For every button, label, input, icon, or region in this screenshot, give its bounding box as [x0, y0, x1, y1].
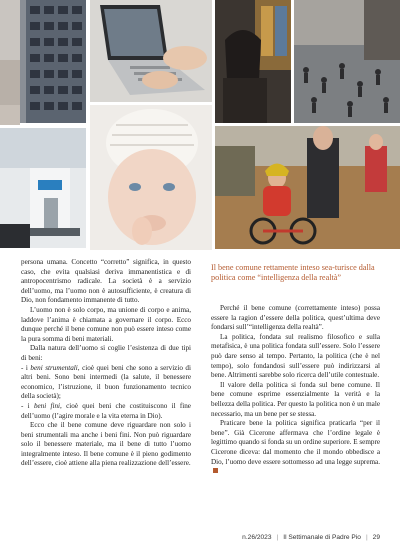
- pull-quote: Il bene comune rettamente inteso sea-turisce dalla politica come “intelligenza della realtà”: [211, 263, 375, 283]
- page-footer: [242, 534, 380, 541]
- paragraph: La politica, fondata sul realismo filosofico e sulla metafisica, è una politica fondata sull’essere. Solo l’essere può dare senso al tempo. Pertanto, la politica (che è nel tempo), solo fondandosi sull’essere può indirizzarsi al bene. Altrimenti sarebbe solo ricerca dell’utile contestuale.: [211, 332, 380, 380]
- list-item-fini: - i beni fini, cioè quei beni che costituiscono il fine dell’uomo (l’agire morale e la vita eterna in Dio).: [21, 401, 191, 420]
- photo-laptop-typing: [90, 0, 212, 102]
- paragraph-last: Praticare bene la politica significa praticarla “per il bene”. Già Cicerone affermava che l’ordine legale è legittimo quando si fonda su un ordine superiore. E sempre Cicerone diceva: dal momento che il mondo obbedisce a Dio, l’uomo deve essere sottomesso ad una legge suprema.: [211, 419, 380, 477]
- article-column-left: [21, 258, 191, 469]
- photo-child-bicycle: [215, 126, 400, 249]
- paragraph: Il valore della politica si fonda sul bene comune. Il bene comune esprime essenzialmente la verità e la bellezza della politica. Per questo la politica non è un male necessario, ma un bene per se stessa.: [211, 380, 380, 418]
- paragraph: Dalla natura dell’uomo si coglie l’esistenza di due tipi di beni:: [21, 344, 191, 362]
- photo-person-edge: [0, 105, 20, 125]
- page-number: 29: [372, 534, 380, 541]
- footer-separator: |: [365, 534, 368, 541]
- end-of-article-icon: [213, 468, 218, 473]
- photo-city-crowd: [294, 0, 400, 123]
- photo-microscope-lab: [0, 128, 86, 248]
- paragraph: persona umana. Concetto “corretto” significa, in questo caso, che evita qualsiasi deriva immanentistica e di antropocentrismo radicale. La società è a servizio dell’uomo, ma l’uomo non è autosufficiente, è creatura di Dio, non fondamento immanente di tutto.: [21, 258, 191, 305]
- article-column-right: [211, 304, 380, 477]
- magazine-name: Il Settimanale di Padre Pio: [283, 534, 361, 541]
- list-item-strumentali: - i beni strumentali, cioè quei beni che sono a servizio di altri beni. Sono beni intermedi (la salute, il benessere economico, l’istruzione, il buon funzionamento tecnico della società);: [21, 363, 191, 401]
- photo-baby: [90, 105, 212, 250]
- paragraph: Ecco che il bene comune deve riguardare non solo i beni strumentali ma anche i beni fini. Non può riguardare solo il benessere materiale, ma il bene di tutto l’uomo integralmente inteso. Il bene comune è il pieno godimento dell’essere, cioè attiene alla piena realizzazione dell’essere.: [21, 421, 191, 468]
- paragraph: L’uomo non è solo corpo, ma unione di corpo e anima, laddove l’anima è chiamata a governare il corpo. Ecco dunque perché il bene comune non può essere inteso come la pura somma di beni materiali.: [21, 305, 191, 343]
- photo-woman-church: [215, 0, 291, 123]
- footer-separator: |: [276, 534, 279, 541]
- issue-number: n.26/2023: [242, 534, 272, 541]
- paragraph: Perché il bene comune (correttamente inteso) possa essere la ragion d’essere della politica, quest’ultima deve fondarsi sull’“intelligenza della realtà”.: [211, 304, 380, 332]
